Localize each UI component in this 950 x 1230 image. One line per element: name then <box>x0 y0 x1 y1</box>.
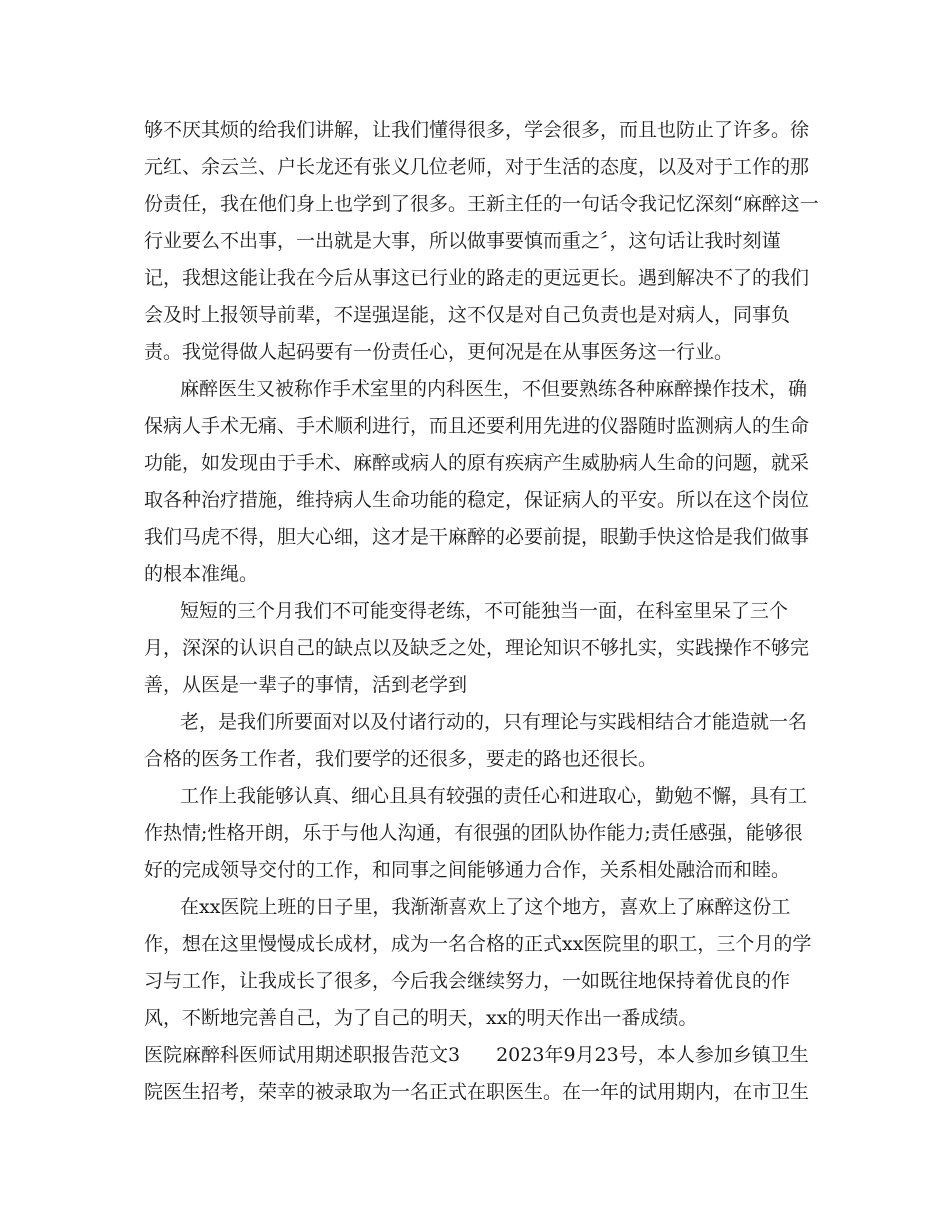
text-line: 够不厌其烦的给我们讲解，让我们懂得很多，学会很多，而且也防止了许多。徐 <box>144 119 810 141</box>
text-line: 取各种治疗措施，维持病人生命功能的稳定，保证病人的平安。所以在这个岗位 <box>144 489 810 511</box>
text-line: 善，从医是一辈子的事情，活到老学到 <box>144 674 468 696</box>
text-line: 保病人手术无痛、手术顺利进行，而且还要利用先进的仪器随时监测病人的生命 <box>144 415 810 437</box>
text-line: 风，不断地完善自己，为了自己的明天，xx的明天作出一番成绩。 <box>144 1007 698 1029</box>
text-line: 作热情;性格开朗，乐于与他人沟通，有很强的团队协作能力;责任感强，能够很 <box>144 822 803 844</box>
text-line: 麻醉医生又被称作手术室里的内科医生，不但要熟练各种麻醉操作技术，确 <box>180 378 808 400</box>
text-line: 老，是我们所要面对以及付诸行动的，只有理论与实践相结合才能造就一名 <box>180 711 808 733</box>
section-first-line: 2023年9月23号，本人参加乡镇卫生 <box>496 1044 809 1066</box>
text-line: 在xx医院上班的日子里，我渐渐喜欢上了这个地方，喜欢上了麻醉这份工 <box>180 896 791 918</box>
text-line: 份责任，我在他们身上也学到了很多。王新主任的一句话令我记忆深刻“麻醉这一 <box>144 193 819 215</box>
text-line: 行业要么不出事，一出就是大事，所以做事要慎而重之〞，这句话让我时刻谨 <box>144 230 781 252</box>
text-line: 我们马虎不得，胆大心细，这才是干麻醉的必要前提，眼勤手快这恰是我们做事 <box>144 526 810 548</box>
text-line: 短短的三个月我们不可能变得老练，不可能独当一面，在科室里呆了三个 <box>180 600 789 622</box>
text-line: 习与工作，让我成长了很多，今后我会继续努力，一如既往地保持着优良的作 <box>144 970 791 992</box>
text-line: 作，想在这里慢慢成长成材，成为一名合格的正式xx医院里的职工，三个月的学 <box>144 933 812 955</box>
text-line: 院医生招考，荣幸的被录取为一名正式在职医生。在一年的试用期内，在市卫生 <box>144 1081 810 1103</box>
text-line: 合格的医务工作者，我们要学的还很多，要走的路也还很长。 <box>144 748 658 770</box>
text-line: 责。我觉得做人起码要有一份责任心，更何况是在从事医务这一行业。 <box>144 341 734 363</box>
text-line: 功能，如发现由于手术、麻醉或病人的原有疾病产生威胁病人生命的问题，就采 <box>144 452 810 474</box>
text-line: 的根本准绳。 <box>144 563 259 585</box>
text-line: 工作上我能够认真、细心且具有较强的责任心和进取心，勤勉不懈，具有工 <box>180 785 808 807</box>
text-line: 会及时上报领导前辈，不逞强逞能，这不仅是对自己负责也是对病人，同事负 <box>144 304 791 326</box>
text-line: 记，我想这能让我在今后从事这已行业的路走的更远更长。遇到解决不了的我们 <box>144 267 810 289</box>
text-line: 元红、余云兰、户长龙还有张义几位老师，对于生活的态度，以及对于工作的那 <box>144 156 810 178</box>
text-line: 月，深深的认识自己的缺点以及缺乏之处，理论知识不够扎实，实践操作不够完 <box>144 637 810 659</box>
text-line: 好的完成领导交付的工作，和同事之间能够通力合作，关系相处融洽而和睦。 <box>144 859 791 881</box>
section-heading-line <box>144 1043 809 1067</box>
section-heading: 医院麻醉科医师试用期述职报告范文3 <box>144 1044 461 1066</box>
